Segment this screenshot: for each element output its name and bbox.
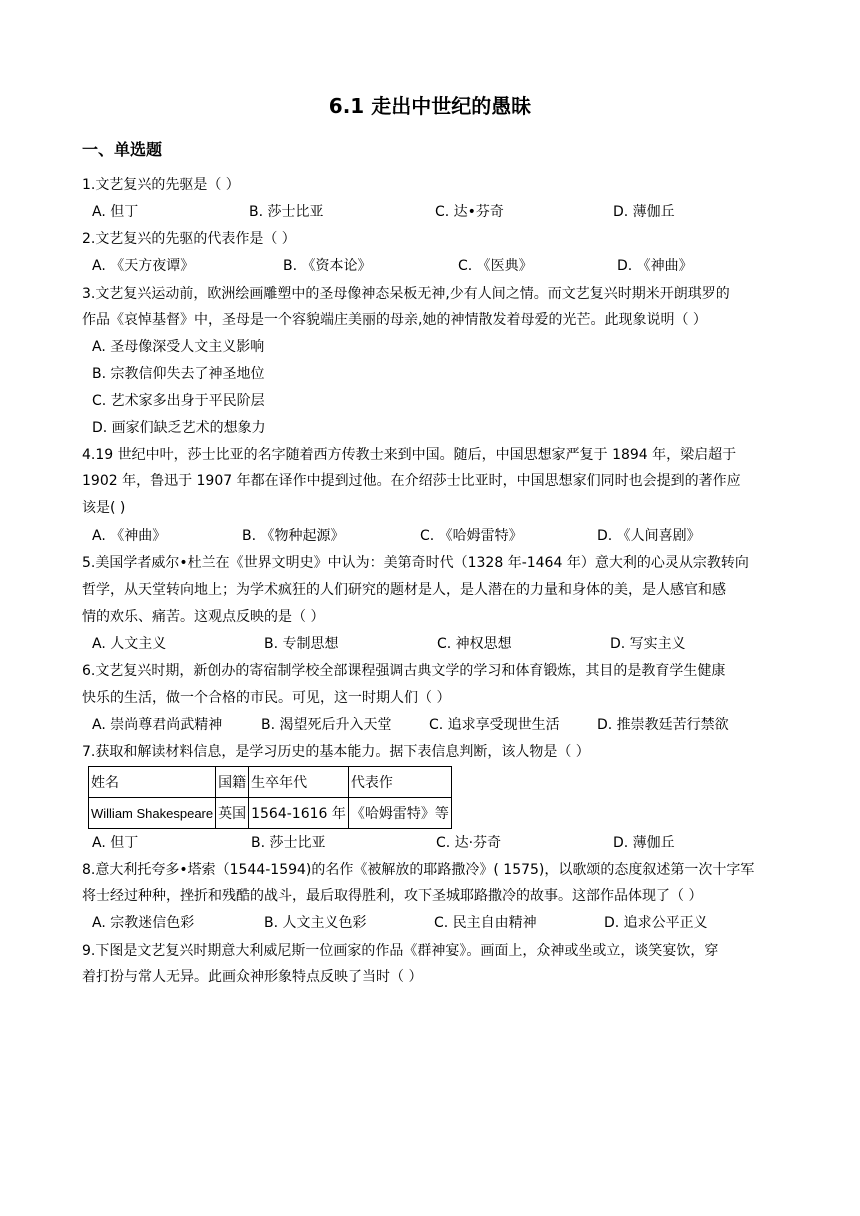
question-6-stem-line-1: 6.文艺复兴时期，新创办的寄宿制学校全部课程强调古典文学的学习和体育锻炼，其目的是教育学生健康 [82, 663, 726, 679]
q1-option-c: C. 达•芬奇 [435, 204, 504, 220]
q5-option-c: C. 神权思想 [437, 636, 512, 652]
table-header-cell: 代表作 [348, 767, 451, 798]
q6-option-d: D. 推崇教廷苦行禁欲 [597, 717, 729, 733]
q3-option-b: B. 宗教信仰失去了神圣地位 [92, 366, 265, 382]
q3-option-c: C. 艺术家多出身于平民阶层 [92, 393, 265, 409]
table-cell: 英国 [216, 798, 249, 829]
table-cell: 1564-1616 年 [249, 798, 349, 829]
section-heading: 一、单选题 [82, 140, 163, 159]
q3-option-d: D. 画家们缺乏艺术的想象力 [92, 420, 266, 436]
q2-option-b: B. 《资本论》 [283, 258, 372, 274]
q8-option-d: D. 追求公平正义 [604, 915, 708, 931]
q4-option-a: A. 《神曲》 [92, 528, 167, 544]
question-8-stem-line-1: 8.意大利托夸多•塔索（1544-1594)的名作《被解放的耶路撒冷》( 1575)，以歌颂的态度叙述第一次十字军 [82, 862, 755, 878]
info-table [88, 766, 452, 829]
table-row [89, 798, 452, 829]
q2-option-a: A. 《天方夜谭》 [92, 258, 195, 274]
table-header-cell: 生卒年代 [249, 767, 349, 798]
question-9-stem-line-1: 9.下图是文艺复兴时期意大利威尼斯一位画家的作品《群神宴》。画面上，众神或坐或立，谈笑宴饮，穿 [82, 943, 719, 959]
page-title: 6.1 走出中世纪的愚昧 [328, 94, 532, 118]
table-cell: 《哈姆雷特》等 [348, 798, 451, 829]
q4-option-b: B. 《物种起源》 [242, 528, 345, 544]
question-4-stem-line-1: 4.19 世纪中叶，莎士比亚的名字随着西方传教士来到中国。随后，中国思想家严复于 1894 年，梁启超于 [82, 447, 737, 463]
q5-option-a: A. 人文主义 [92, 636, 167, 652]
q2-option-d: D. 《神曲》 [617, 258, 693, 274]
q7-option-c: C. 达·芬奇 [436, 835, 502, 851]
q7-option-d: D. 薄伽丘 [613, 835, 675, 851]
question-5-stem-line-2: 哲学，从天堂转向地上；为学术疯狂的人们研究的题材是人，是人潜在的力量和身体的美，是人感官和感 [82, 582, 726, 598]
question-1-stem: 1.文艺复兴的先驱是（ ） [82, 177, 240, 193]
q6-option-b: B. 渴望死后升入天堂 [261, 717, 392, 733]
question-8-stem-line-2: 将士经过种种，挫折和残酷的战斗，最后取得胜利，攻下圣城耶路撒冷的故事。这部作品体现了（ ） [82, 888, 703, 904]
q2-option-c: C. 《医典》 [458, 258, 533, 274]
table-header-cell: 姓名 [89, 767, 216, 798]
question-4-stem-line-2: 1902 年，鲁迅于 1907 年都在译作中提到过他。在介绍莎士比亚时，中国思想家们同时也会提到的著作应 [82, 473, 741, 489]
q6-option-c: C. 追求享受现世生活 [429, 717, 560, 733]
q4-option-d: D. 《人间喜剧》 [597, 528, 701, 544]
q1-option-b: B. 莎士比亚 [249, 204, 324, 220]
q1-option-a: A. 但丁 [92, 204, 139, 220]
q5-option-d: D. 写实主义 [610, 636, 686, 652]
q1-option-d: D. 薄伽丘 [613, 204, 675, 220]
table-header-cell: 国籍 [216, 767, 249, 798]
question-7-stem: 7.获取和解读材料信息，是学习历史的基本能力。据下表信息判断，该人物是（ ） [82, 744, 590, 760]
question-3-stem-line-2: 作品《哀悼基督》中，圣母是一个容貌端庄美丽的母亲,她的神情散发着母爱的光芒。此现象说明（ ） [82, 312, 707, 328]
question-4-stem-line-3: 该是( ) [82, 500, 126, 516]
q6-option-a: A. 崇尚尊君尚武精神 [92, 717, 223, 733]
q3-option-a: A. 圣母像深受人文主义影响 [92, 339, 265, 355]
question-9-stem-line-2: 着打扮与常人无异。此画众神形象特点反映了当时（ ） [82, 969, 423, 985]
question-5-stem-line-1: 5.美国学者威尔•杜兰在《世界文明史》中认为：美第奇时代（1328 年-1464 年）意大利的心灵从宗教转向 [82, 555, 749, 571]
q4-option-c: C. 《哈姆雷特》 [420, 528, 523, 544]
q8-option-c: C. 民主自由精神 [434, 915, 537, 931]
question-2-stem: 2.文艺复兴的先驱的代表作是（ ） [82, 231, 296, 247]
table-header-row [89, 767, 452, 798]
q8-option-b: B. 人文主义色彩 [264, 915, 367, 931]
question-5-stem-line-3: 情的欢乐、痛苦。这观点反映的是（ ） [82, 609, 325, 625]
table-cell: William Shakespeare [89, 798, 216, 829]
q5-option-b: B. 专制思想 [264, 636, 339, 652]
q7-option-b: B. 莎士比亚 [251, 835, 326, 851]
question-6-stem-line-2: 快乐的生活，做一个合格的市民。可见，这一时期人们（ ） [82, 690, 451, 706]
q7-option-a: A. 但丁 [92, 835, 139, 851]
q8-option-a: A. 宗教迷信色彩 [92, 915, 195, 931]
question-3-stem-line-1: 3.文艺复兴运动前，欧洲绘画雕塑中的圣母像神态呆板无神,少有人间之情。而文艺复兴时期米开朗琪罗的 [82, 286, 730, 302]
